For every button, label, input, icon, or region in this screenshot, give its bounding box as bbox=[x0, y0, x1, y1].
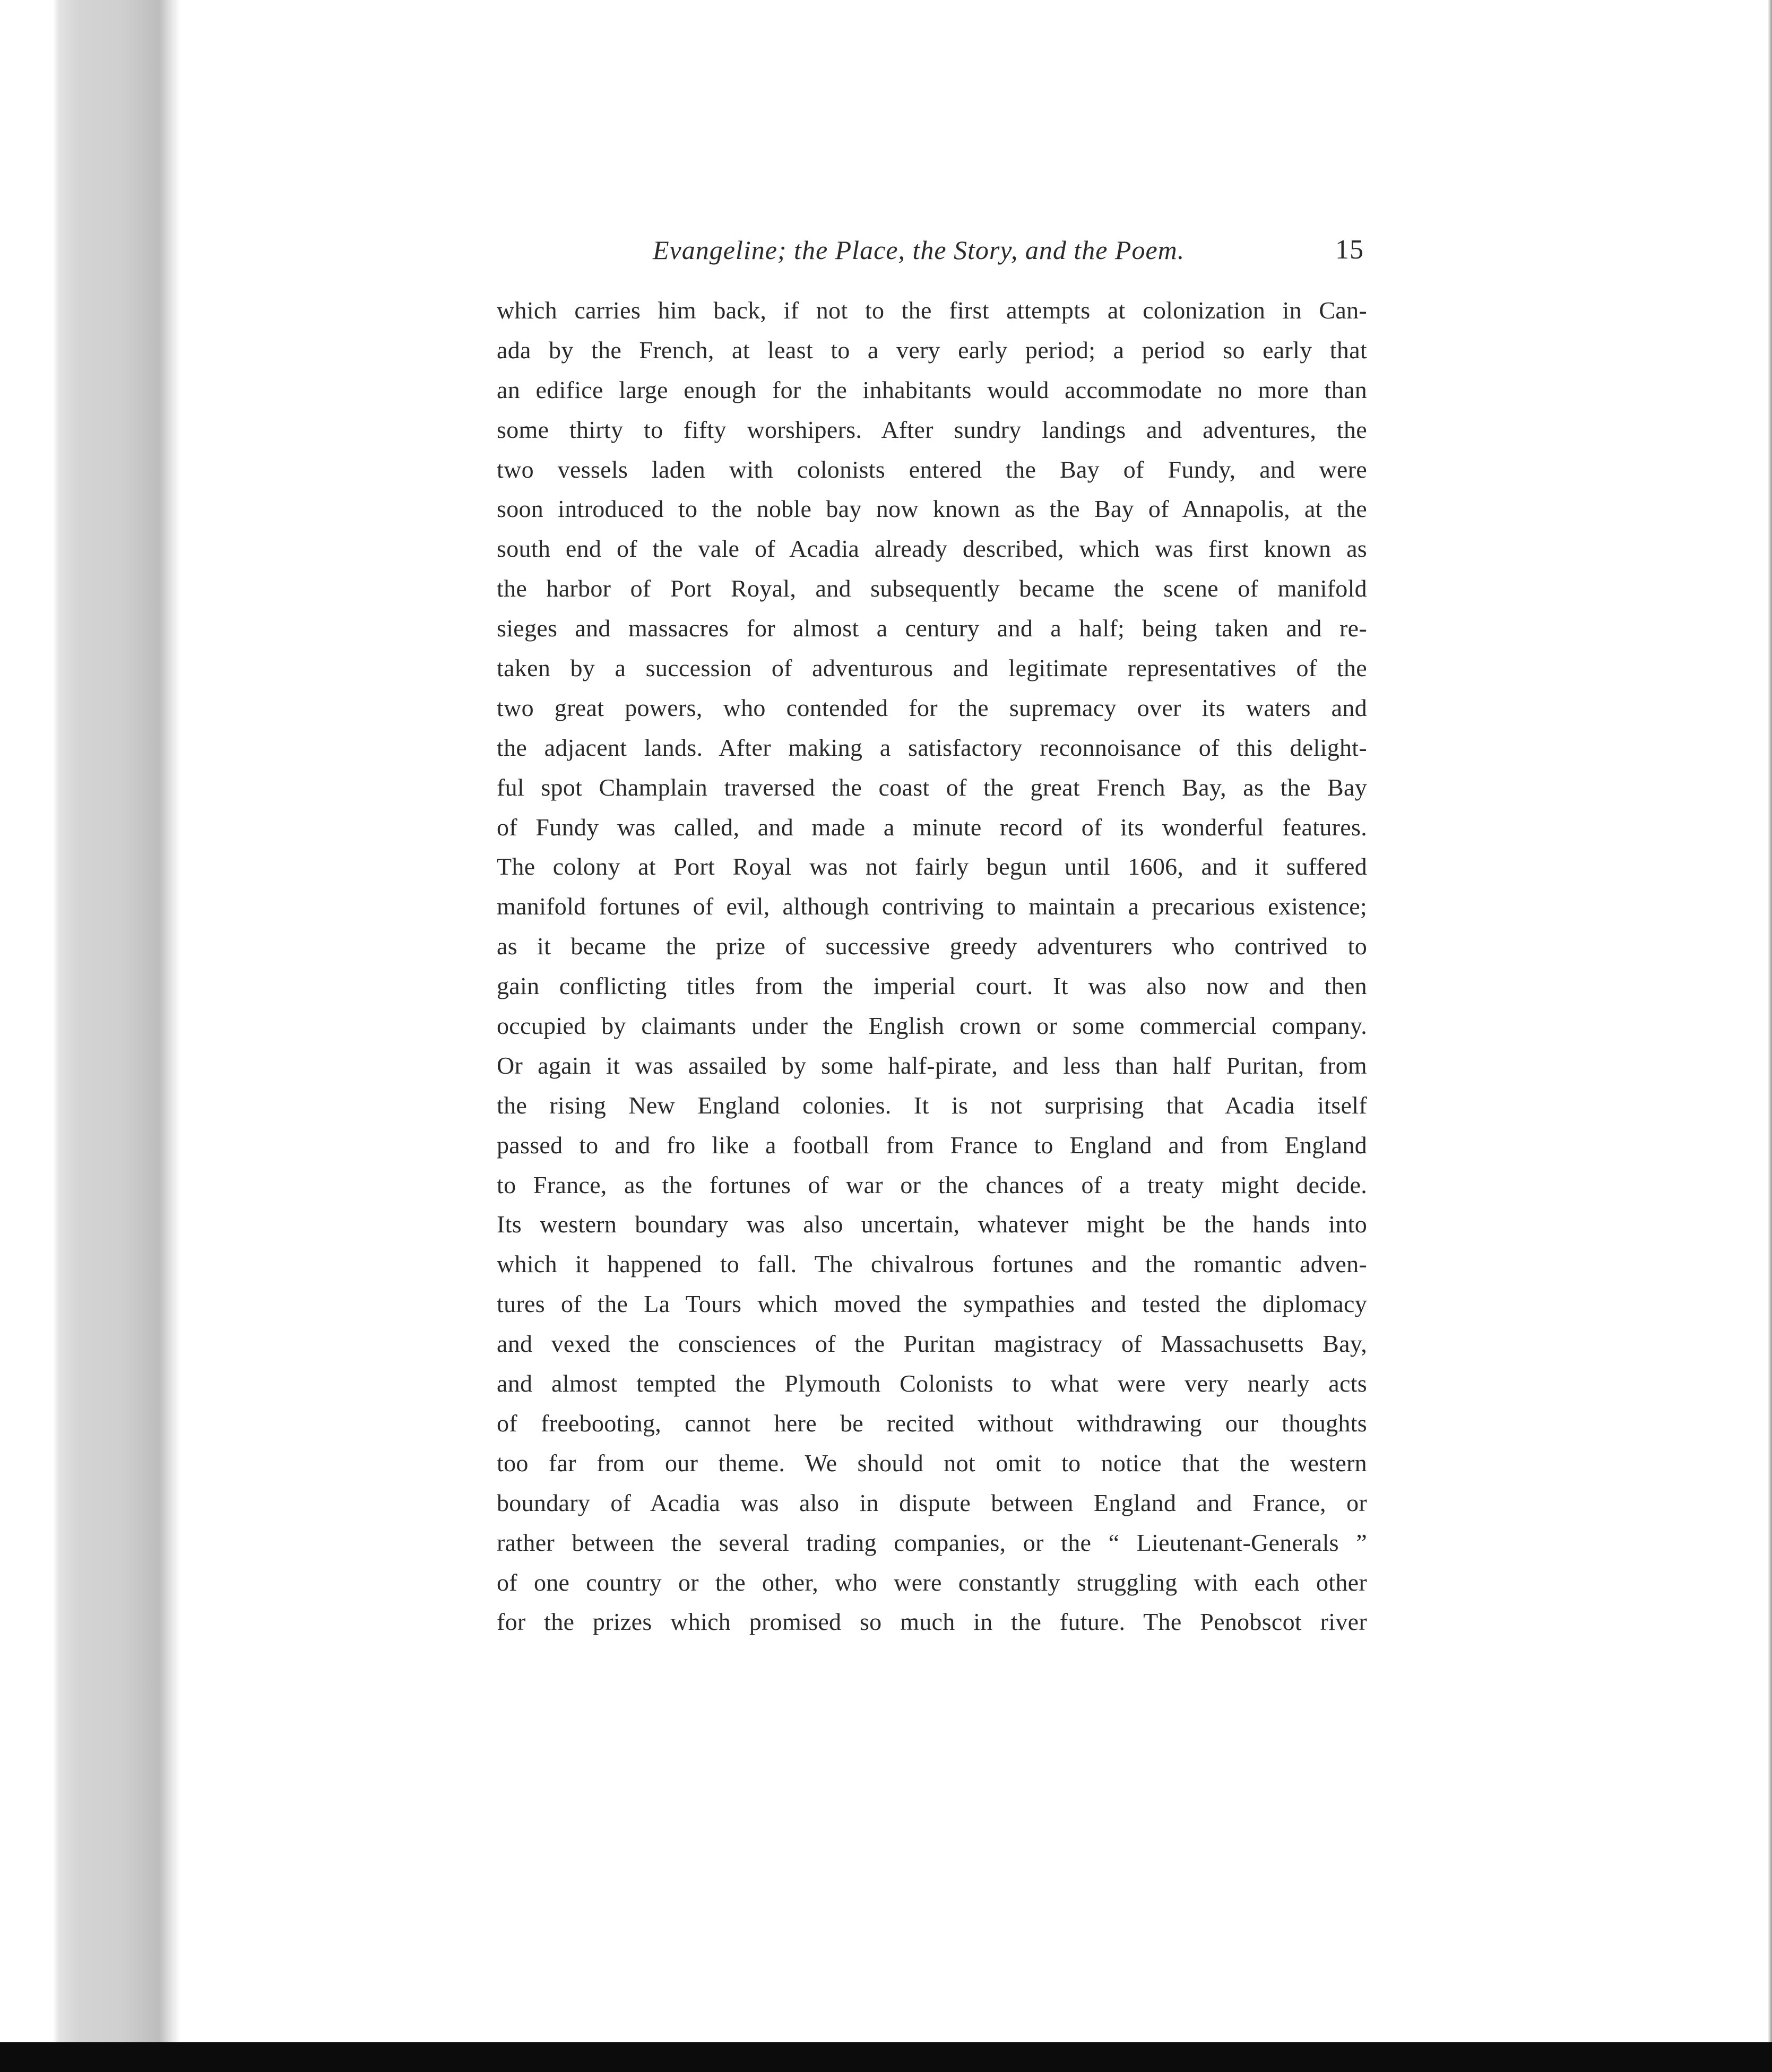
text-line: boundary of Acadia was also in dispute between England and France, or bbox=[497, 1489, 1367, 1516]
running-head: Evangeline; the Place, the Story, and the Poem. bbox=[653, 235, 1185, 265]
text-line: the rising New England colonies. It is not surprising that Acadia itself bbox=[497, 1091, 1367, 1119]
text-line: south end of the vale of Acadia already described, which was first known as bbox=[497, 535, 1367, 563]
text-line: which it happened to fall. The chivalrous fortunes and the romantic adven- bbox=[497, 1250, 1367, 1278]
text-line: two great powers, who contended for the supremacy over its waters and bbox=[497, 694, 1367, 721]
text-line: which carries him back, if not to the first attempts at colonization in Can- bbox=[497, 297, 1367, 324]
text-line: two vessels laden with colonists entered the Bay of Fundy, and were bbox=[497, 455, 1367, 483]
text-line: of Fundy was called, and made a minute record of its wonderful features. bbox=[497, 813, 1367, 841]
text-line: for the prizes which promised so much in the future. The Penobscot river bbox=[497, 1608, 1367, 1636]
text-line: soon introduced to the noble bay now known as the Bay of Annapolis, at the bbox=[497, 495, 1367, 523]
text-line: Or again it was assailed by some half-pirate, and less than half Puritan, from bbox=[497, 1051, 1367, 1079]
text-line: the harbor of Port Royal, and subsequently became the scene of manifold bbox=[497, 575, 1367, 602]
text-line: too far from our theme. We should not omit to notice that the western bbox=[497, 1449, 1367, 1477]
text-line: an edifice large enough for the inhabitants would accommodate no more than bbox=[497, 376, 1367, 403]
text-line: Its western boundary was also uncertain, whatever might be the hands into bbox=[497, 1211, 1367, 1238]
text-line: and almost tempted the Plymouth Colonists to what were very nearly acts bbox=[497, 1370, 1367, 1397]
text-line: as it became the prize of successive greedy adventurers who contrived to bbox=[497, 933, 1367, 960]
text-line: some thirty to fifty worshipers. After sundry landings and adventures, the bbox=[497, 416, 1367, 443]
text-line: sieges and massacres for almost a century and a half; being taken and re- bbox=[497, 615, 1367, 642]
page-number: 15 bbox=[1335, 235, 1364, 265]
text-line: gain conflicting titles from the imperial court. It was also now and then bbox=[497, 972, 1367, 1000]
text-line: occupied by claimants under the English crown or some commercial company. bbox=[497, 1012, 1367, 1040]
page-header bbox=[653, 231, 1364, 269]
text-line: tures of the La Tours which moved the sympathies and tested the diplomacy bbox=[497, 1290, 1367, 1318]
text-line: ful spot Champlain traversed the coast of the great French Bay, as the Bay bbox=[497, 773, 1367, 801]
text-line: manifold fortunes of evil, although contriving to maintain a precarious existence; bbox=[497, 893, 1367, 920]
scan-right-edge bbox=[1768, 0, 1772, 2072]
text-line: the adjacent lands. After making a satisfactory reconnoisance of this delight- bbox=[497, 733, 1367, 761]
text-line: The colony at Port Royal was not fairly begun until 1606, and it suffered bbox=[497, 853, 1367, 880]
text-line: of one country or the other, who were constantly struggling with each other bbox=[497, 1568, 1367, 1596]
text-line: rather between the several trading companies, or the “ Lieutenant-Generals ” bbox=[497, 1529, 1367, 1556]
text-line: ada by the French, at least to a very early period; a period so early that bbox=[497, 336, 1367, 364]
text-line: to France, as the fortunes of war or the chances of a treaty might decide. bbox=[497, 1171, 1367, 1198]
text-line: taken by a succession of adventurous and legitimate representatives of the bbox=[497, 654, 1367, 682]
body-text bbox=[497, 291, 1367, 1642]
text-line: of freebooting, cannot here be recited without withdrawing our thoughts bbox=[497, 1409, 1367, 1437]
scan-gutter-shadow bbox=[0, 0, 180, 2072]
text-line: and vexed the consciences of the Puritan magistracy of Massachusetts Bay, bbox=[497, 1330, 1367, 1358]
scan-bottom-border bbox=[0, 2042, 1772, 2072]
text-line: passed to and fro like a football from France to England and from England bbox=[497, 1131, 1367, 1159]
